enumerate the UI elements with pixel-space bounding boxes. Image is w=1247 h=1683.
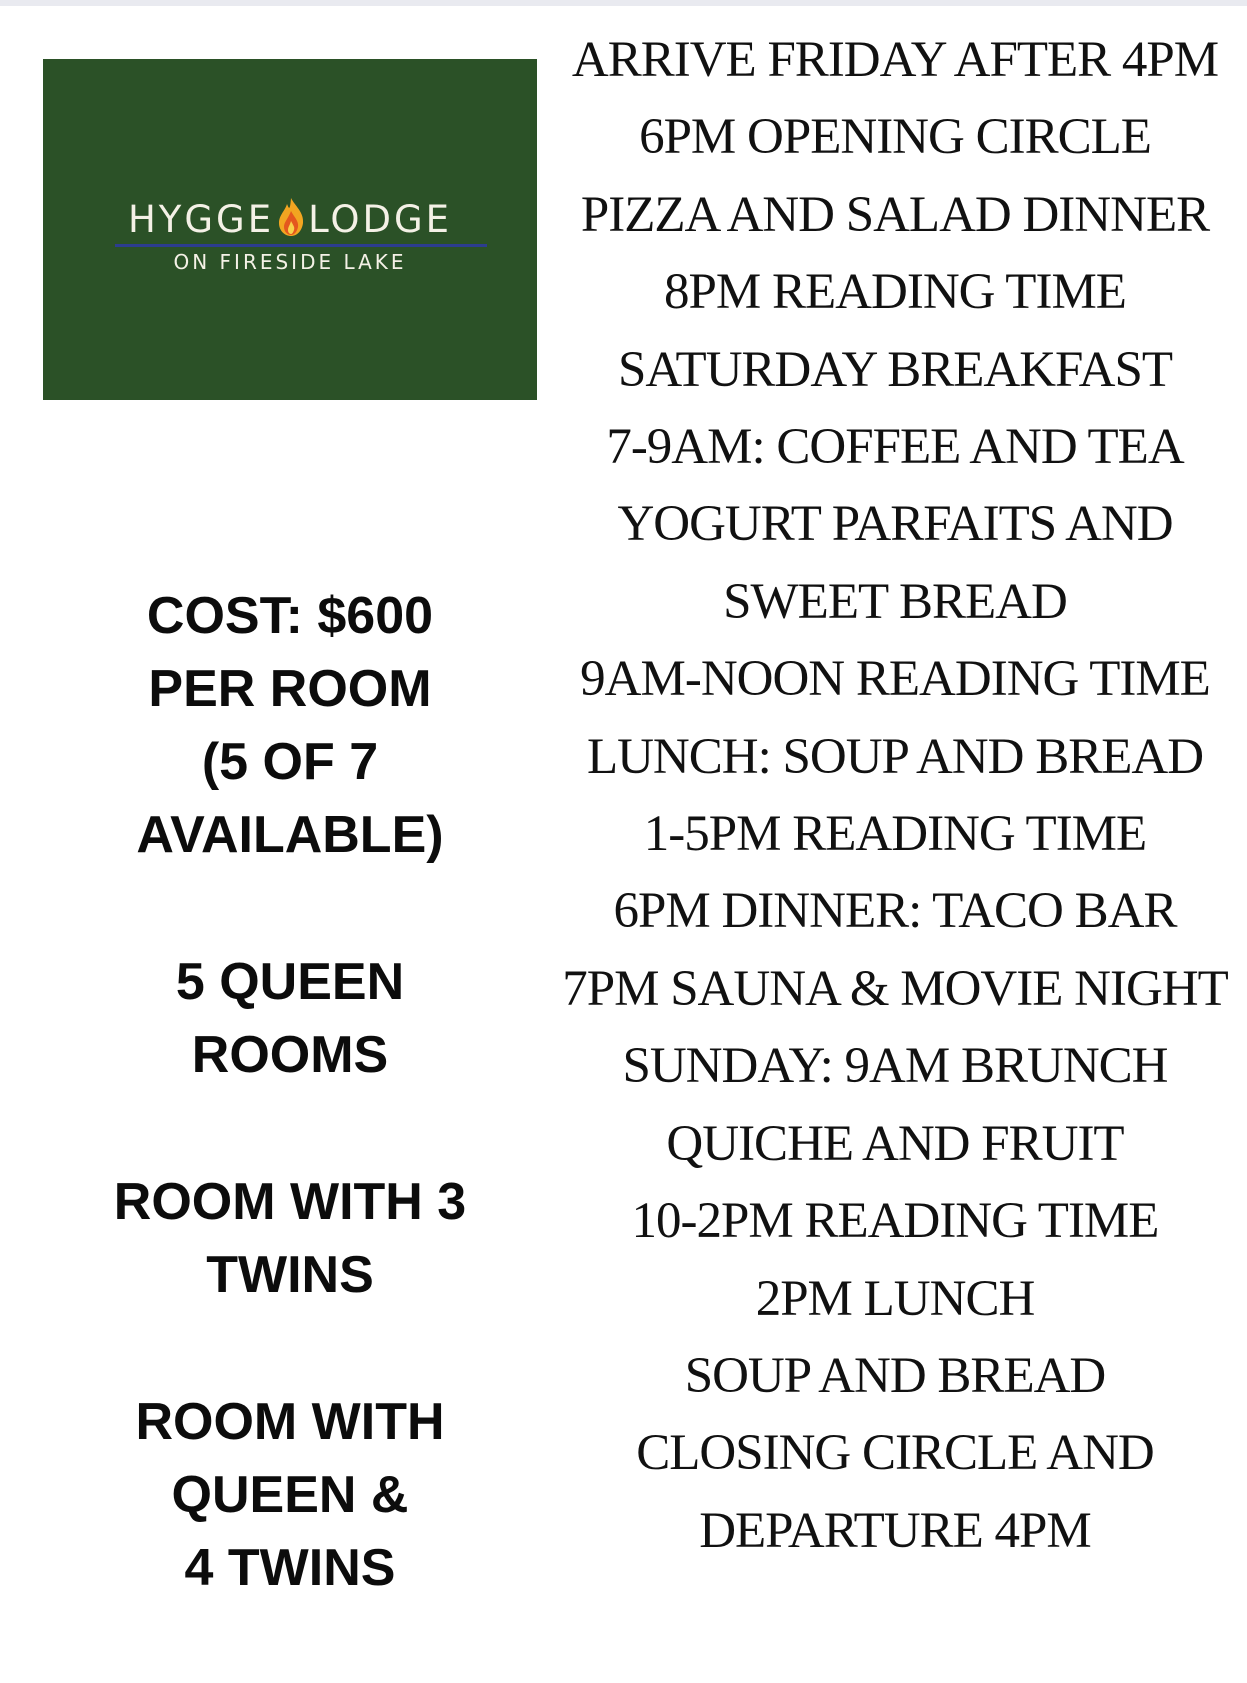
schedule-line: 7PM SAUNA & MOVIE NIGHT [562, 960, 1228, 1017]
schedule-line: PIZZA AND SALAD DINNER [580, 186, 1210, 243]
logo-subtitle: ON FIRESIDE LAKE [173, 250, 407, 274]
schedule-line: 8PM READING TIME [664, 264, 1126, 321]
top-strip [0, 0, 1247, 6]
room-option-twins [88, 1166, 492, 1312]
hygge-lodge-logo [43, 59, 537, 400]
schedule-line: YOGURT PARFAITS AND [617, 496, 1173, 553]
schedule-line: QUICHE AND FRUIT [666, 1115, 1124, 1172]
room-line: ROOM WITH [135, 1393, 445, 1451]
schedule-line: 6PM OPENING CIRCLE [639, 109, 1151, 166]
room-line: 5 QUEEN [175, 953, 405, 1011]
room-option-queen [88, 946, 492, 1092]
schedule-line: CLOSING CIRCLE AND [636, 1425, 1154, 1482]
schedule-line: 10-2PM READING TIME [631, 1193, 1159, 1250]
schedule-line: 1-5PM READING TIME [643, 806, 1147, 863]
schedule-line: ARRIVE FRIDAY AFTER 4PM [571, 32, 1219, 88]
schedule-line: SUNDAY: 9AM BRUNCH [622, 1038, 1168, 1095]
schedule-line: LUNCH: SOUP AND BREAD [586, 728, 1204, 785]
room-line: TWINS [206, 1246, 374, 1304]
room-option-queen-twins [88, 1386, 492, 1605]
room-line: 4 TWINS [184, 1539, 396, 1597]
schedule-line: 2PM LUNCH [755, 1270, 1035, 1327]
flame-icon [276, 197, 306, 237]
cost-line: (5 OF 7 [201, 733, 379, 791]
cost-block [88, 580, 492, 872]
cost-line: COST: $600 [146, 587, 434, 645]
logo-title [43, 197, 537, 241]
schedule-column [547, 22, 1243, 1570]
schedule-line: 7-9AM: COFFEE AND TEA [606, 419, 1184, 476]
logo-title-left: HYGGE [127, 198, 275, 241]
logo-divider [115, 244, 487, 247]
schedule-line: 9AM-NOON READING TIME [580, 651, 1210, 708]
room-line: QUEEN & [171, 1466, 409, 1524]
logo-title-right: LODGE [308, 198, 453, 241]
schedule-line: SOUP AND BREAD [684, 1347, 1106, 1404]
schedule-line: SWEET BREAD [723, 573, 1067, 630]
cost-line: AVAILABLE) [136, 806, 444, 864]
room-line: ROOMS [191, 1026, 389, 1084]
room-line: ROOM WITH 3 [113, 1173, 467, 1231]
schedule-line: DEPARTURE 4PM [699, 1502, 1091, 1559]
schedule-line: SATURDAY BREAKFAST [618, 341, 1172, 398]
schedule-line: 6PM DINNER: TACO BAR [613, 883, 1177, 940]
cost-line: PER ROOM [148, 660, 432, 718]
pricing-column [88, 580, 492, 1679]
